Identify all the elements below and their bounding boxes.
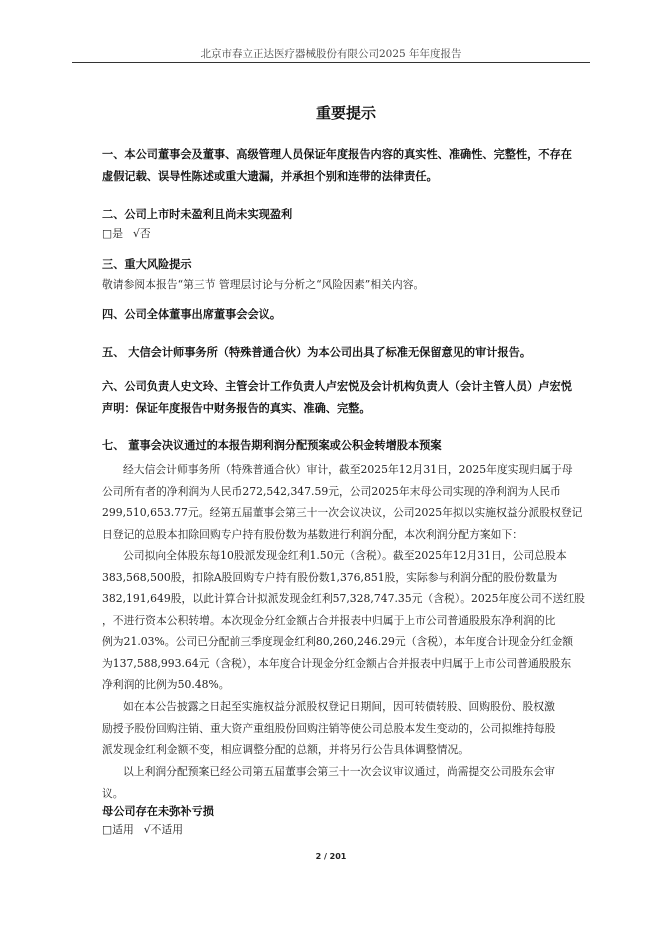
section-2-heading: 二、公司上市时未盈利且尚未实现盈利 bbox=[102, 207, 293, 221]
paragraph-line: 励授予股份回购注销、重大资产重组股份回购注销等使公司总股本发生变动的，公司拟维持每股 bbox=[102, 721, 556, 735]
checkbox-no-option: √否 bbox=[133, 227, 151, 240]
section-6-line-2: 声明：保证年度报告中财务报告的真实、准确、完整。 bbox=[102, 401, 371, 415]
paragraph-line: 例为21.03%。公司已分配前三季度现金红利80,260,246.29元（含税），本年度合计现金分红金额 bbox=[102, 635, 574, 648]
paragraph-line: 为137,588,993.64元（含税），本年度合计现金分红金额占合并报表中归属于上市公司普通股股东 bbox=[102, 656, 572, 670]
paragraph-line: 日登记的总股本扣除回购专户持有股份数为基数进行利润分配，本次利润分配方案如下： bbox=[102, 527, 524, 541]
paragraph-line: 公司拟向全体股东每10股派发现金红利1.50元（含税）。截至2025年12月31日，公司总股本 bbox=[123, 549, 567, 562]
section-4-heading: 四、公司全体董事出席董事会会议。 bbox=[102, 307, 282, 321]
section-8-heading: 母公司存在未弥补亏损 bbox=[102, 804, 214, 818]
paragraph-line: 净利润的比例为50.48%。 bbox=[102, 678, 230, 691]
paragraph-line: 议。 bbox=[102, 786, 124, 800]
section-7-paragraph-3 bbox=[102, 696, 590, 761]
paragraph-line: 299,510,653.77元。经第五届董事会第三十一次会议决议，公司2025年拟以实施权益分派股权登记 bbox=[102, 506, 583, 519]
report-header: 北京市春立正达医疗器械股份有限公司2025 年年度报告 bbox=[200, 48, 462, 60]
section-6-line-1: 六、公司负责人史文玲、主管会计工作负责人卢宏悦及会计机构负责人（会计主管人员）卢宏悦 bbox=[102, 379, 572, 393]
section-7-paragraph-1 bbox=[102, 459, 590, 545]
section-5-heading: 五、 大信会计师事务所（特殊普通合伙）为本公司出具了标准无保留意见的审计报告。 bbox=[102, 345, 532, 359]
page-number: 2 / 201 bbox=[315, 852, 347, 861]
paragraph-line: 382,191,649股，以此计算合计拟派发现金红利57,328,747.35元（含税）。2025年度公司不送红股 bbox=[102, 592, 585, 605]
section-7-paragraph-2 bbox=[102, 545, 590, 696]
section-1-line-1: 一、本公司董事会及董事、高级管理人员保证年度报告内容的真实性、准确性、完整性，不存在 bbox=[102, 147, 572, 161]
paragraph-line: 383,568,500股，扣除A股回购专户持有股份数1,376,851股，实际参与利润分配的股份数量为 bbox=[102, 570, 558, 584]
section-7-heading: 七、 董事会决议通过的本报告期利润分配预案或公积金转增股本预案 bbox=[102, 438, 442, 452]
section-3-heading: 三、重大风险提示 bbox=[102, 257, 192, 271]
section-6-declaration bbox=[102, 375, 590, 419]
paragraph-line: 以上利润分配预案已经公司第五届董事会第三十一次会议审议通过，尚需提交公司股东会审 bbox=[123, 765, 555, 778]
paragraph-line: 派发现金红利金额不变，相应调整分配的总额，并将另行公告具体调整情况。 bbox=[102, 743, 470, 756]
paragraph-line: 公司所有者的净利润为人民币272,542,347.59元，公司2025年末母公司实现的净利润为人民币 bbox=[102, 484, 561, 498]
section-8-options bbox=[102, 819, 590, 841]
checkbox-applicable-option: □适用 bbox=[102, 823, 134, 836]
section-1-declaration bbox=[102, 143, 590, 187]
section-1-line-2: 虚假记载、误导性陈述或重大遗漏，并承担个别和连带的法律责任。 bbox=[102, 169, 438, 183]
checkbox-not-applicable-option: √不适用 bbox=[143, 823, 184, 836]
paragraph-line: 如在本公告披露之日起至实施权益分派股权登记日期间，因可转债转股、回购股份、股权激 bbox=[123, 700, 555, 713]
section-2-options bbox=[102, 223, 590, 245]
paragraph-line: 经大信会计师事务所（特殊普通合伙）审计，截至2025年12月31日，2025年度实现归属于母 bbox=[123, 463, 573, 476]
header-divider bbox=[72, 62, 590, 63]
section-3-text: 敬请参阅本报告“第三节 管理层讨论与分析之“风险因素”相关内容。 bbox=[102, 278, 425, 291]
paragraph-line: ，不进行资本公积转增。本次现金分红金额占合并报表中归属于上市公司普通股股东净利润的比 bbox=[102, 613, 556, 627]
section-7-paragraph-4 bbox=[102, 761, 590, 804]
checkbox-yes-option: □是 bbox=[102, 227, 123, 240]
page-title: 重要提示 bbox=[315, 104, 376, 122]
